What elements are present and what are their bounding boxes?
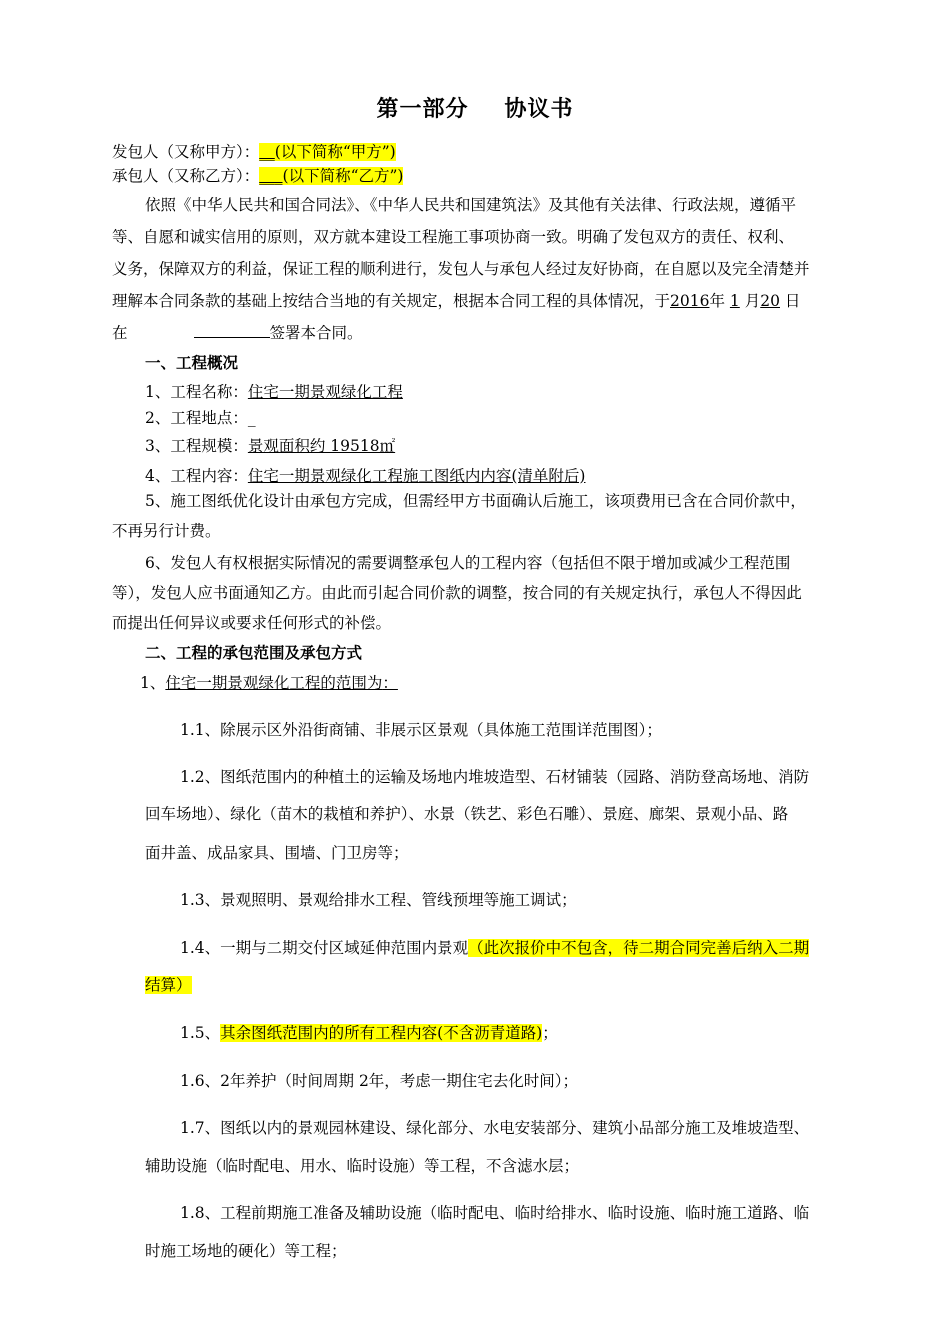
project-scale-line [145, 436, 542, 456]
scope-item-1-8-line-1: 1.8、工程前期施工准备及辅助设施（临时配电、临时给排水、临时设施、临时施工道路、临 [180, 1204, 810, 1222]
scope-title-line [140, 673, 398, 693]
scope-item-1-6: 1.6、2年养护（时间周期 2年，考虑一期住宅去化时间）； [180, 1072, 579, 1090]
scope-item-1-4-line-1 [180, 938, 809, 958]
preamble-line-4 [112, 291, 800, 311]
scope-item-1-5 [180, 1023, 558, 1043]
project-scale-value: 景观面积约 19518㎡ [247, 437, 396, 455]
month-unit: 月 [744, 292, 761, 310]
sign-month: 1 [729, 292, 740, 310]
preamble-line-5 [112, 323, 363, 343]
project-location-line [145, 408, 256, 428]
project-content-value: 住宅一期景观绿化工程施工图纸内内容(清单附后) [247, 467, 586, 485]
contractor-blank: ___ [259, 167, 283, 185]
project-name-value: 住宅一期景观绿化工程 [247, 383, 403, 401]
item6-line-1: 6、发包人有权根据实际情况的需要调整承包人的工程内容（包括但不限于增加或减少工程范围 [145, 554, 791, 572]
employer-blank: __ [259, 143, 275, 161]
scope-item-1-4-text: 1.4、一期与二期交付区域延伸范围内景观 [180, 939, 469, 957]
preamble-date-intro: 理解本合同条款的基础上按结合当地的有关规定，根据本合同工程的具体情况，于 [112, 292, 671, 310]
year-unit: 年 [709, 292, 725, 310]
employer-label: 发包人（又称甲方）： [112, 143, 260, 161]
scope-item-1-4-line-2 [145, 975, 192, 995]
section1-heading: 一、工程概况 [145, 354, 239, 372]
scope-colon: ： [382, 674, 398, 692]
item5-line-2: 不再另行计费。 [112, 522, 221, 540]
project-name-label: 1、工程名称： [145, 383, 248, 401]
scope-item-1-5-text: 其余图纸范围内的所有工程内容(不含沥青道路) [220, 1024, 543, 1042]
page-title [0, 92, 950, 123]
sign-statement: 签署本合同。 [269, 324, 363, 342]
scope-title: 住宅一期景观绿化工程的范围为 [165, 674, 383, 692]
item6-line-2: 等），发包人应书面通知乙方。由此而引起合同价款的调整，按合同的有关规定执行，承包人不得因此 [112, 584, 802, 602]
scope-item-1-2-line-3: 面井盖、成品家具、围墙、门卫房等； [145, 844, 409, 862]
day-unit: 日 [784, 292, 801, 310]
title-part: 第一部分 [376, 97, 469, 122]
scope-prefix: 1、 [140, 674, 166, 692]
scope-item-1-8-line-2: 时施工场地的硬化）等工程； [145, 1242, 347, 1260]
project-content-line [145, 466, 585, 486]
scope-item-1-2-line-1: 1.2、图纸范围内的种植土的运输及场地内堆坡造型、石材铺装（园路、消防登高场地、消防 [180, 768, 810, 786]
project-scale-label: 3、工程规模： [145, 437, 248, 455]
sign-place-label: 在 [112, 324, 128, 342]
scope-item-1-7-line-1: 1.7、图纸以内的景观园林建设、绿化部分、水电安装部分、建筑小品部分施工及堆坡造型、 [180, 1119, 810, 1137]
title-name: 协议书 [504, 97, 574, 122]
scope-item-1-4-note: （此次报价中不包含，待二期合同完善后纳入二期 [468, 939, 810, 957]
preamble-line-3: 义务，保障双方的利益，保证工程的顺利进行，发包人与承包人经过友好协商，在自愿以及完全清楚并 [112, 260, 810, 278]
section2-heading: 二、工程的承包范围及承包方式 [145, 644, 363, 662]
preamble-line-2: 等、自愿和诚实信用的原则，双方就本建设工程施工事项协商一致。明确了发包双方的责任、权利、 [112, 228, 795, 246]
project-location-label: 2、工程地点： [145, 409, 248, 427]
project-name-line [145, 382, 403, 402]
contractor-value: (以下简称“乙方”) [282, 167, 404, 185]
scope-item-1-1: 1.1、除展示区外沿街商铺、非展示区景观（具体施工范围详范围图）； [180, 721, 662, 739]
scope-item-1-4-note-end: 结算） [145, 976, 192, 994]
item5-line-1: 5、施工图纸优化设计由承包方完成，但需经甲方书面确认后施工，该项费用已含在合同价款中， [145, 492, 806, 510]
sign-place-blank [194, 323, 270, 338]
sign-day: 20 [760, 292, 780, 310]
scope-item-1-7-line-2: 辅助设施（临时配电、用水、临时设施）等工程，不含滤水层； [145, 1157, 580, 1175]
employer-value: (以下简称“甲方”) [274, 143, 396, 161]
contractor-label: 承包人（又称乙方）： [112, 167, 260, 185]
project-location-value: _ [247, 409, 256, 427]
sign-year: 2016 [670, 292, 710, 310]
scope-item-1-2-line-2: 回车场地）、绿化（苗木的栽植和养护）、水景（铁艺、彩色石雕）、景庭、廊架、景观小品、路 [145, 805, 789, 823]
scope-item-1-5-end: ； [542, 1024, 558, 1042]
employer-line [112, 142, 396, 162]
scope-item-1-5-number: 1.5、 [180, 1024, 221, 1042]
preamble-line-1: 依照《中华人民共和国合同法》、《中华人民共和国建筑法》及其他有关法律、行政法规，遵循平 [145, 196, 797, 214]
contractor-line [112, 166, 403, 186]
item6-line-3: 而提出任何异议或要求任何形式的补偿。 [112, 614, 392, 632]
scope-item-1-3: 1.3、景观照明、景观给排水工程、管线预埋等施工调试； [180, 891, 577, 909]
project-content-label: 4、工程内容： [145, 467, 248, 485]
